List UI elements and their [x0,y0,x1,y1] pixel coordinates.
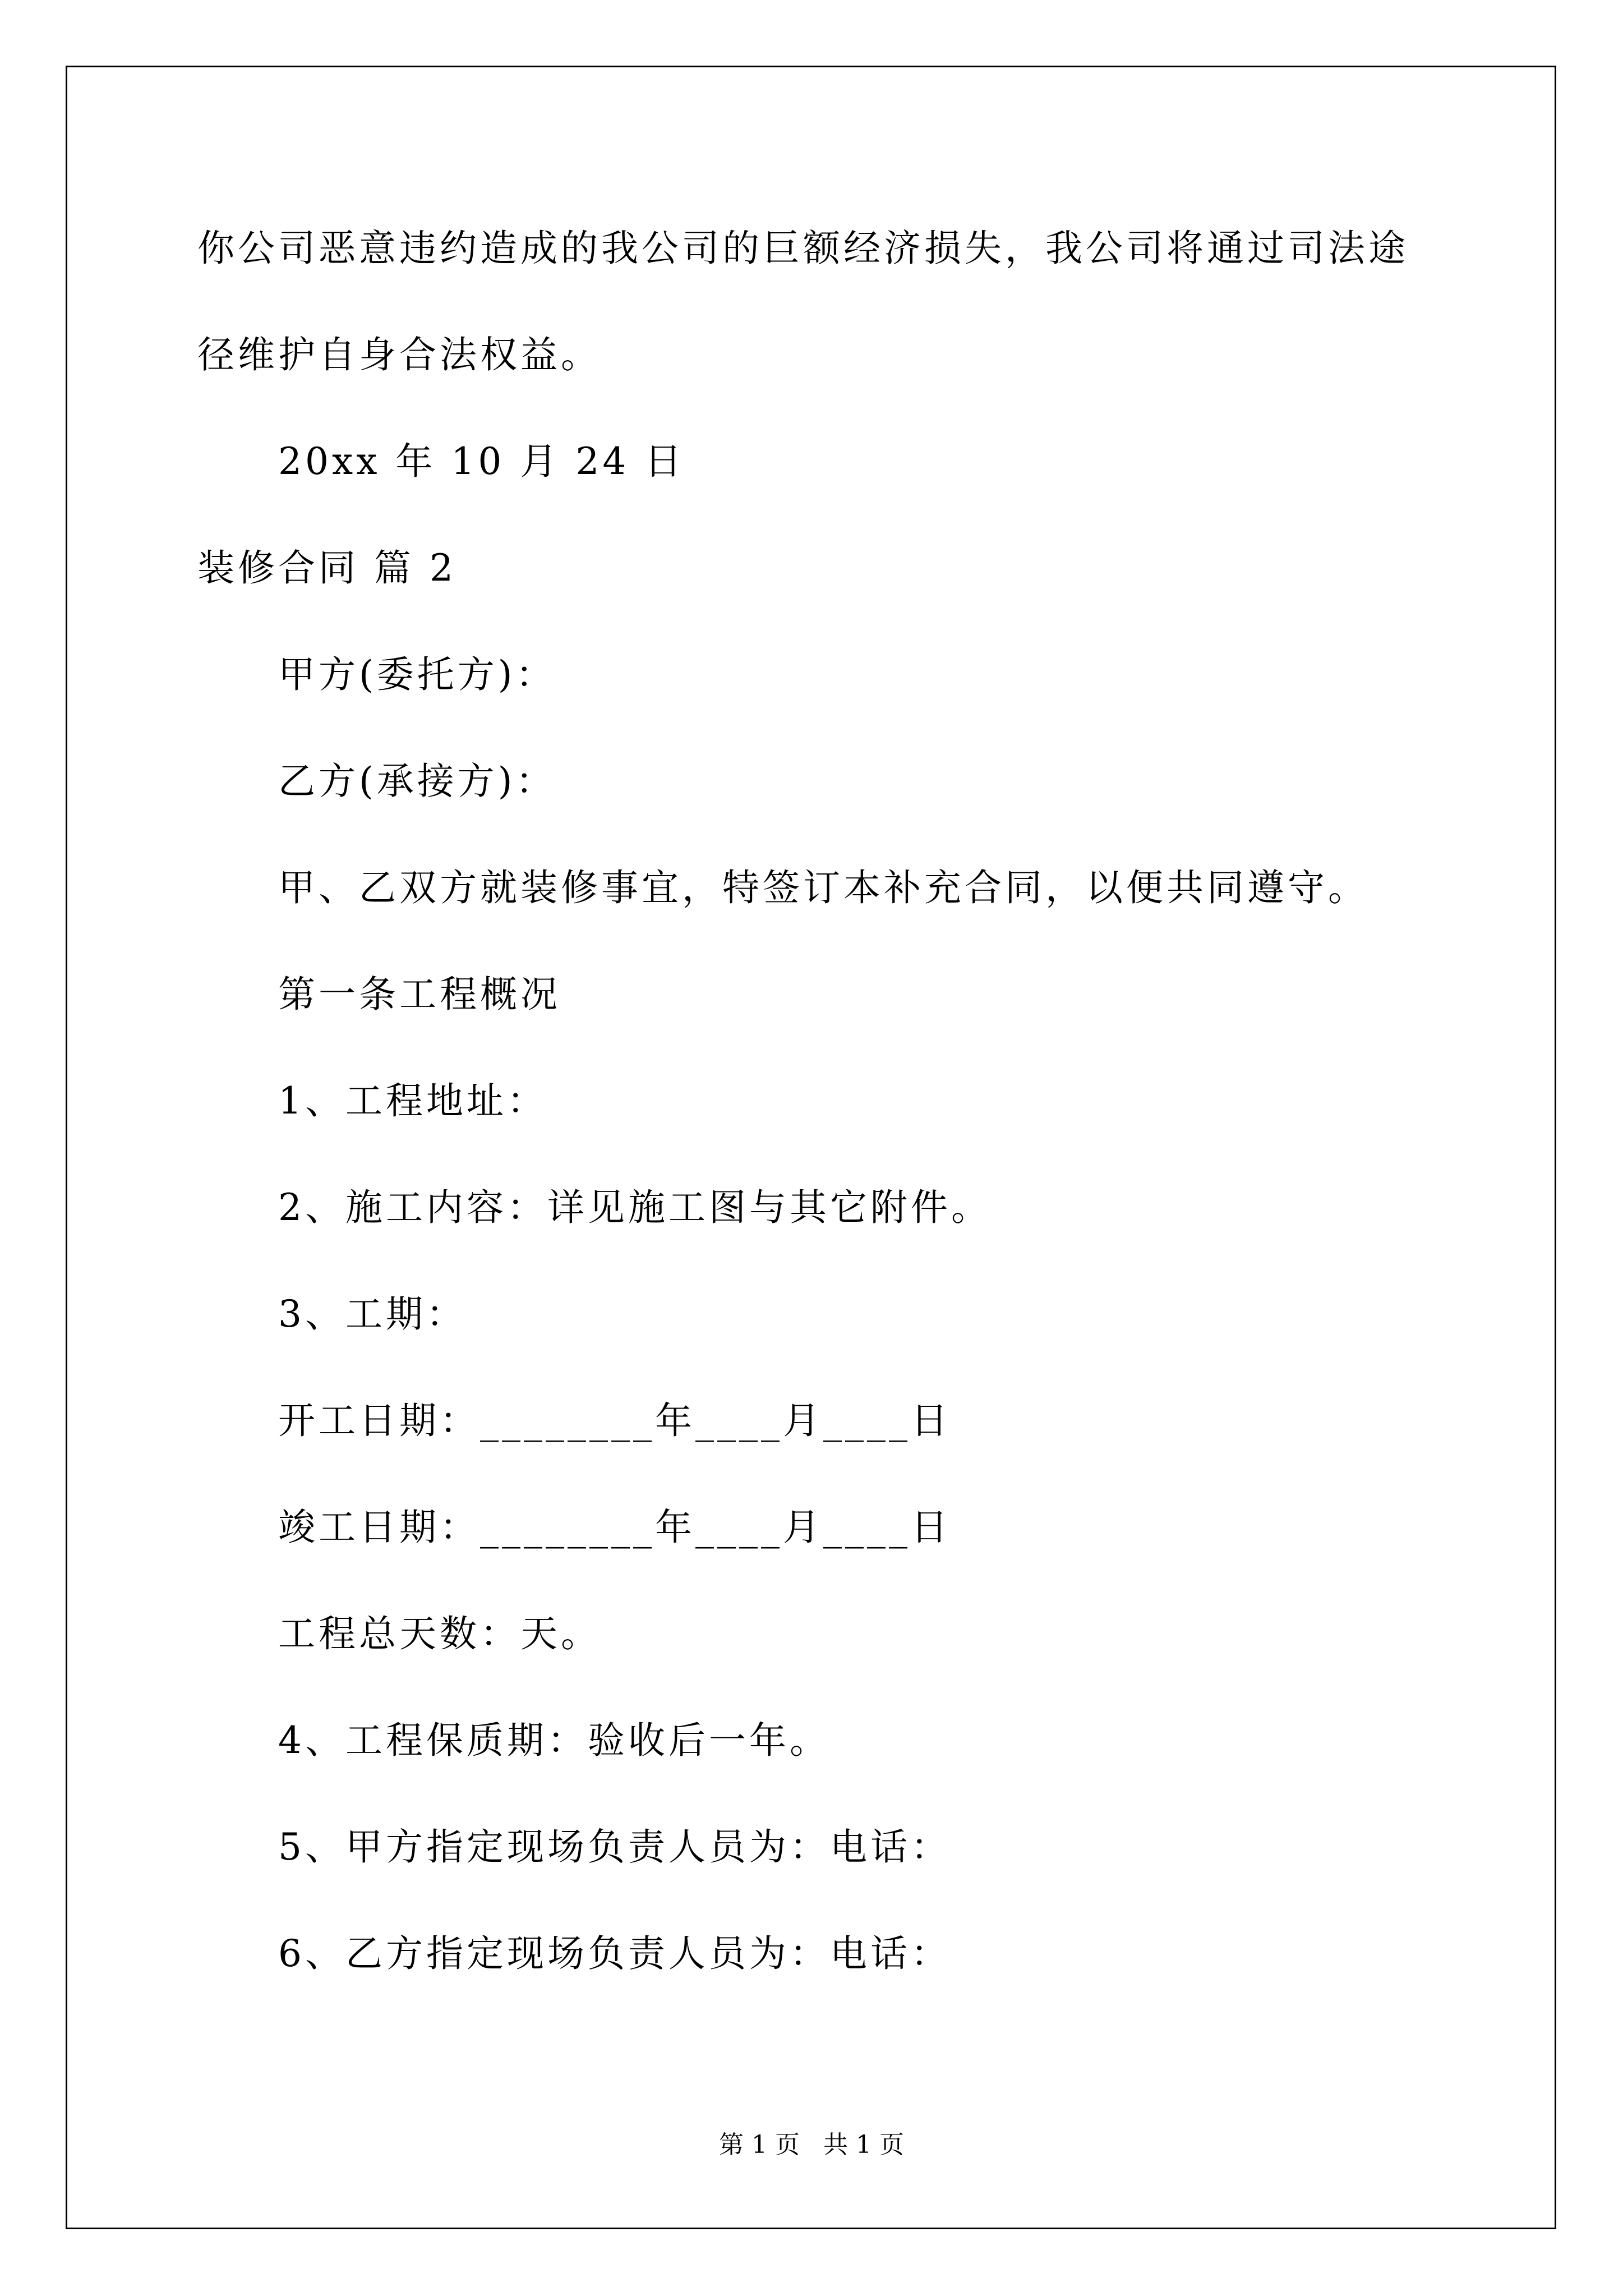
party-a-line: 甲方(委托方)： [278,653,556,696]
end-date-line: 竣工日期：________年____月____日 [278,1506,951,1549]
total-days-line: 工程总天数：天。 [278,1612,601,1655]
preamble-line: 甲、乙双方就装修事宜，特签订本补充合同，以便共同遵守。 [278,866,1368,909]
page-border [66,66,1556,2229]
page-number: 第 1 页 [719,2131,800,2159]
date-line: 20xx 年 10 月 24 日 [278,440,685,483]
article-heading: 第一条工程概况 [278,973,561,1016]
body-line-2: 径维护自身合法权益。 [197,333,601,376]
clause-party-a-contact: 5、甲方指定现场负责人员为：电话： [278,1825,951,1869]
page-total: 共 1 页 [823,2131,904,2159]
party-b-line: 乙方(承接方)： [278,760,556,803]
clause-warranty: 4、工程保质期：验收后一年。 [278,1719,830,1762]
body-line-1: 你公司恶意违约造成的我公司的巨额经济损失，我公司将通过司法途 [197,227,1409,270]
section-heading: 装修合同 篇 2 [197,546,457,590]
clause-address: 1、工程地址： [278,1079,547,1122]
clause-party-b-contact: 6、乙方指定现场负责人员为：电话： [278,1932,951,1975]
start-date-line: 开工日期：________年____月____日 [278,1399,951,1442]
clause-content: 2、施工内容：详见施工图与其它附件。 [278,1186,992,1229]
page-footer [0,2133,1623,2157]
clause-period: 3、工期： [278,1292,467,1336]
